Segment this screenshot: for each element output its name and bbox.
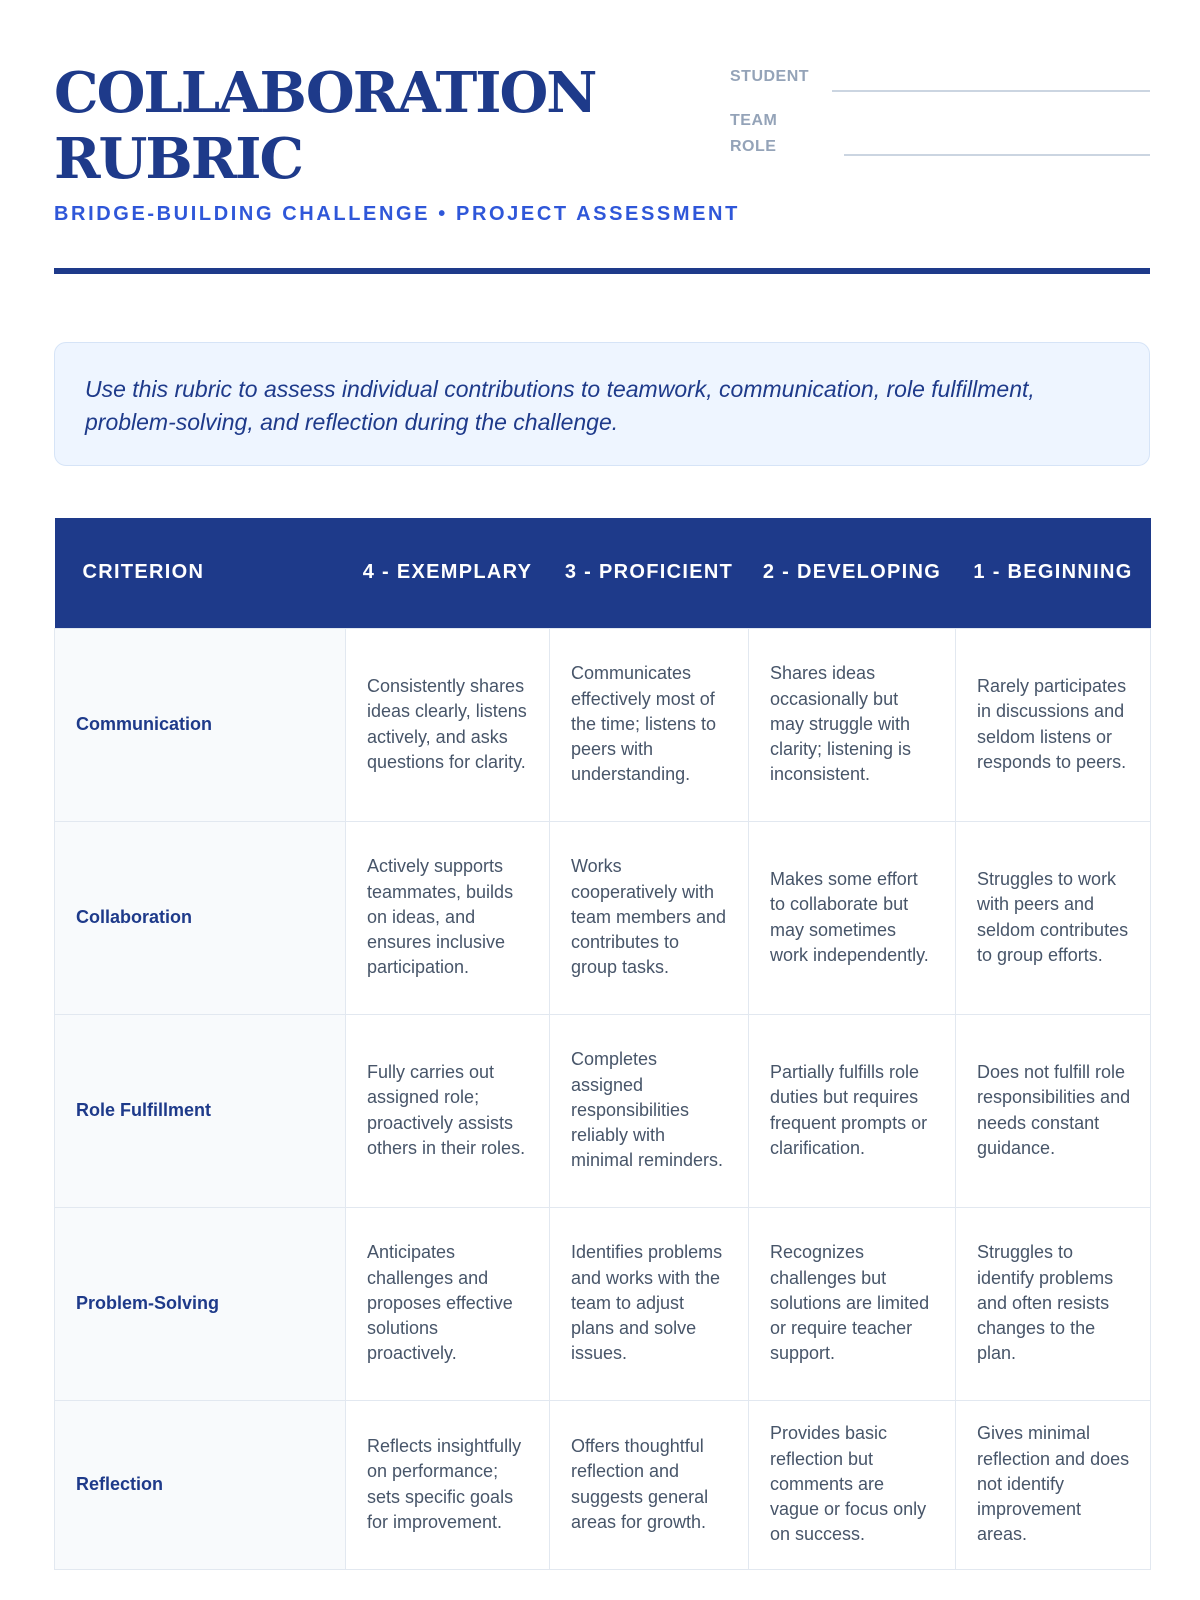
team-role-field[interactable]	[730, 108, 1150, 168]
level-4-cell: Reflects insightfully on performance; sets specific goals for improvement.	[346, 1400, 550, 1569]
rubric-row-collaboration	[55, 821, 1151, 1014]
level-1-cell: Gives minimal reflection and does not identify improvement areas.	[956, 1400, 1151, 1569]
intro-text: Use this rubric to assess individual contributions to teamwork, communication, role fulfillment, problem-solving, and reflection during the challenge.	[85, 376, 1035, 435]
team-role-input-line[interactable]	[844, 154, 1150, 156]
student-input-line[interactable]	[832, 90, 1150, 92]
level-2-cell: Recognizes challenges but solutions are limited or require teacher support.	[749, 1207, 956, 1400]
level-3-cell: Offers thoughtful reflection and suggests general areas for growth.	[550, 1400, 749, 1569]
level-1-cell: Does not fulfill role responsibilities and needs constant guidance.	[956, 1014, 1151, 1207]
level-2-cell: Partially fulfills role duties but requires frequent prompts or clarification.	[749, 1014, 956, 1207]
student-label: STUDENT	[730, 68, 810, 85]
level-2-cell: Makes some effort to collaborate but may sometimes work independently.	[749, 821, 956, 1014]
page-subtitle: BRIDGE-BUILDING CHALLENGE • PROJECT ASSESSMENT	[54, 203, 740, 225]
criterion-cell: Reflection	[55, 1400, 346, 1569]
rubric-table	[54, 518, 1151, 1570]
student-field[interactable]	[730, 64, 1150, 108]
level-3-cell: Identifies problems and works with the team to adjust plans and solve issues.	[550, 1207, 749, 1400]
level-3-cell: Works cooperatively with team members and contributes to group tasks.	[550, 821, 749, 1014]
header-divider	[54, 268, 1150, 274]
rubric-header-row	[55, 518, 1151, 628]
rubric-row-reflection	[55, 1400, 1151, 1569]
level-4-cell: Fully carries out assigned role; proactively assists others in their roles.	[346, 1014, 550, 1207]
criterion-cell: Problem-Solving	[55, 1207, 346, 1400]
intro-callout	[54, 342, 1150, 466]
level-1-cell: Struggles to identify problems and often resists changes to the plan.	[956, 1207, 1151, 1400]
rubric-row-problem-solving	[55, 1207, 1151, 1400]
rubric-row-role-fulfillment	[55, 1014, 1151, 1207]
level-1-cell: Struggles to work with peers and seldom contributes to group efforts.	[956, 821, 1151, 1014]
level-4-cell: Anticipates challenges and proposes effective solutions proactively.	[346, 1207, 550, 1400]
criterion-cell: Collaboration	[55, 821, 346, 1014]
team-role-label: TEAM ROLE	[730, 112, 778, 155]
criterion-cell: Communication	[55, 628, 346, 821]
header-level-2: 2 - DEVELOPING	[749, 518, 956, 628]
header-level-1: 1 - BEGINNING	[956, 518, 1151, 628]
level-2-cell: Shares ideas occasionally but may struggle with clarity; listening is inconsistent.	[749, 628, 956, 821]
header-level-3: 3 - PROFICIENT	[550, 518, 749, 628]
criterion-cell: Role Fulfillment	[55, 1014, 346, 1207]
rubric-row-communication	[55, 628, 1151, 821]
page-header	[54, 60, 1150, 270]
level-2-cell: Provides basic reflection but comments are vague or focus only on success.	[749, 1400, 956, 1569]
header-level-4: 4 - EXEMPLARY	[346, 518, 550, 628]
page-title: COLLABORATION RUBRIC	[54, 60, 596, 192]
level-3-cell: Completes assigned responsibilities reliably with minimal reminders.	[550, 1014, 749, 1207]
level-1-cell: Rarely participates in discussions and seldom listens or responds to peers.	[956, 628, 1151, 821]
level-4-cell: Consistently shares ideas clearly, listens actively, and asks questions for clarity.	[346, 628, 550, 821]
student-info-fields	[730, 64, 1150, 168]
level-3-cell: Communicates effectively most of the time; listens to peers with understanding.	[550, 628, 749, 821]
header-criterion: CRITERION	[55, 518, 346, 628]
level-4-cell: Actively supports teammates, builds on ideas, and ensures inclusive participation.	[346, 821, 550, 1014]
